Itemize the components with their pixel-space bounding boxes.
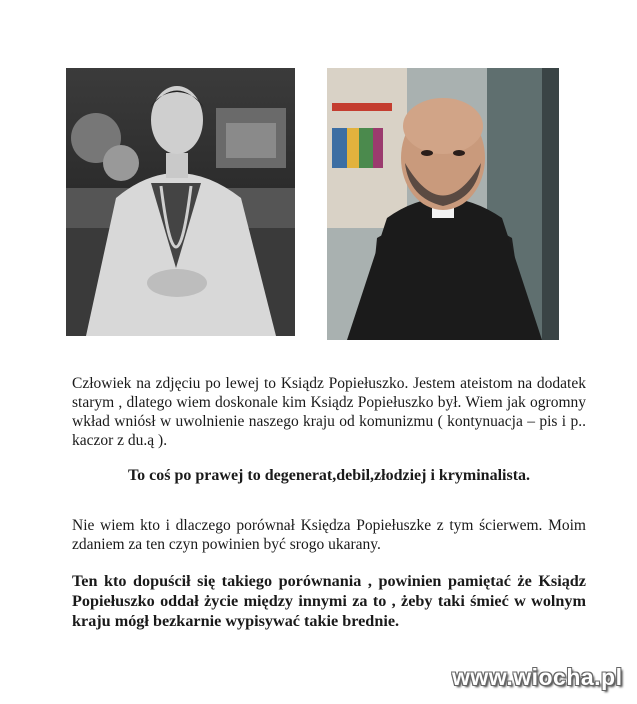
paragraph-accusation: To coś po prawej to degenerat,debil,złodziej i kryminalista. [127, 467, 531, 484]
site-watermark: www.wiocha.pl [452, 664, 623, 690]
priest-portrait-bw-icon [66, 68, 295, 336]
paragraph-intro: Człowiek na zdjęciu po lewej to Ksiądz Popiełuszko. Jestem ateistom na dodatek starym , dlatego wiem doskonale kim Ksiądz Popiełuszko był. Wiem jak ogromny wkład wniósł w uwolnienie naszego kraju od komunizmu ( kontynuacja – pis i p.. kaczor z du.ą ). [72, 375, 586, 449]
right-photo [327, 68, 559, 340]
left-photo [66, 68, 295, 336]
paragraph-comparison: Nie wiem kto i dlaczego porównał Księdza Popiełuszke z tym ścierwem. Moim zdaniem za ten czyn powinien być srogo ukarany. [72, 517, 586, 553]
priest-portrait-color-icon [327, 68, 559, 340]
paragraph-conclusion: Ten kto dopuścił się takiego porównania , powinien pamiętać że Ksiądz Popiełuszko oddał życie między innymi za to , żeby taki śmieć w wolnym kraju mógł bezkarnie wypisywać takie brednie. [72, 572, 586, 630]
